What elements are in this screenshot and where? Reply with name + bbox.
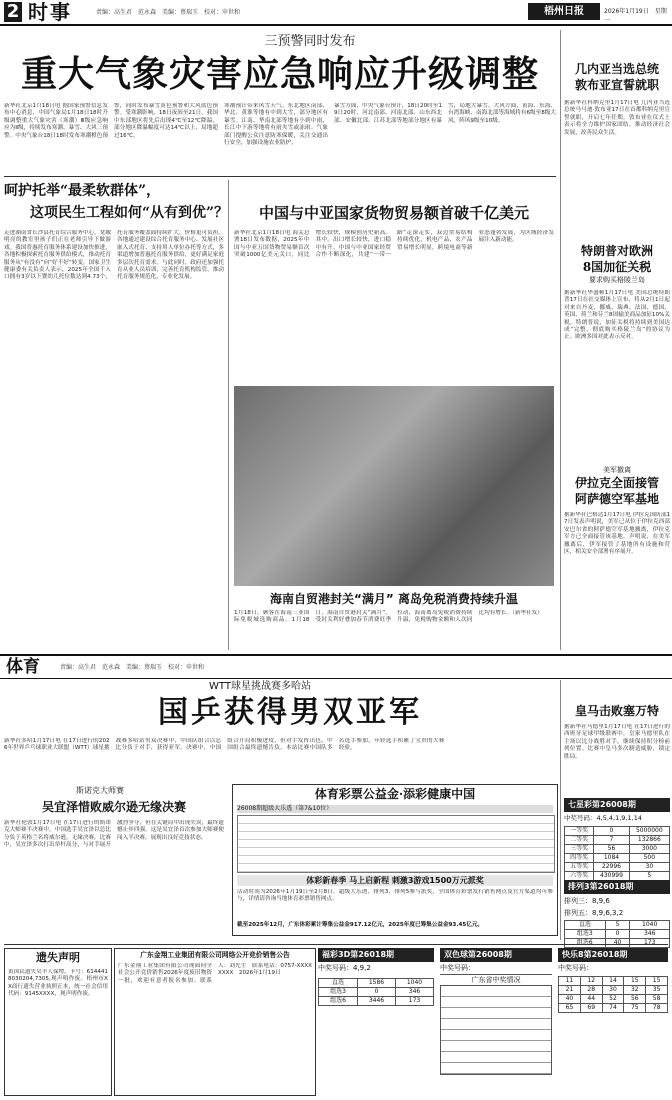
table-cell: 74 xyxy=(602,1004,624,1013)
football-headline: 皇马击败塞万特 xyxy=(574,704,659,718)
table-cell: 75 xyxy=(624,1004,646,1013)
fc3d-numbers: 中奖号码：4,9,2 xyxy=(318,964,371,972)
fc3d-box xyxy=(318,948,434,1094)
table-cell: 28 xyxy=(580,986,602,995)
fc3d-row xyxy=(319,979,434,988)
ssq-numbers: 中奖号码： xyxy=(440,964,475,972)
table-cell: 78 xyxy=(646,1004,668,1013)
divider xyxy=(228,180,229,650)
table-cell: 12 xyxy=(580,977,602,986)
table-cell: 21 xyxy=(559,986,581,995)
table-cell: 132866 xyxy=(629,836,669,845)
photo-body: 1月18日，顾客在海南三亚国际免税城选购商品。1月18日，海南自贸港封关“满月”。受封关利好叠加春节消费旺季拉动，海南离岛免税消费持续升温，免税购物金额和人次同比均有增长。（新华社发） xyxy=(234,610,543,624)
table-cell: 11 xyxy=(559,977,581,986)
photo-caption: 海南自贸港封关“满月” 离岛免税消费持续升温 xyxy=(270,592,518,606)
kl8-numbers: 中奖号码： xyxy=(558,964,593,972)
table-cell: 15 xyxy=(646,977,668,986)
sports-editors: 责编：高生君 范永森 美编：蔡瑞玉 校对：申世和 xyxy=(60,664,205,671)
table-cell: 5 xyxy=(605,921,630,930)
divider xyxy=(560,30,561,650)
lottery-footer: 截至2025年12月，广东体彩累计筹集公益金917.12亿元，2025年度已筹集公益金93.45亿元。 xyxy=(237,922,484,928)
notice-title: 遗失声明 xyxy=(36,951,80,964)
left-body: 走进湖南省长沙县托育综合服务中心，宽敞明亮的教室里孩子们正在老师引导下做游戏。我国普惠托育服务体系建设加快推进，各地积极探索托育服务供给模式，推动托育服务从“有没有”向“好不好”转变。国家卫生健康委有关负责人表示，2025年全国千人口拥有3岁以下婴幼儿托位数达到4.73个，托育服务覆盖面持续扩大，价格更可负担。各地通过建设综合托育服务中心、发展社区嵌入式托育、支持用人单位办托等方式，多渠道增加普惠托育服务供给，更好满足家庭多层次托育需求。与此同时，政府还加强托育从业人员培训，完善托育机构监管，推动托育服务规范化、专业化发展。 xyxy=(4,230,224,281)
table-cell: 15 xyxy=(624,977,646,986)
snooker-body: 新华社伦敦1月17日电 在17日进行的斯诺克大师赛半决赛中，中国选手吴宜泽以总比分负于英格兰名将威尔逊，无缘决赛。比赛中，吴宜泽多次打出单杆高分，与对手展开激烈争夺，但在关键局中出现失误，最终遗憾止步四强。这是吴宜泽首次参加大师赛便闯入半决赛，展现出良好竞技状态。 xyxy=(4,820,224,849)
seven-star-row xyxy=(565,845,670,854)
page-number: 2 xyxy=(4,2,22,22)
right-story1-body: 据新华社科纳克里1月17日电 几内亚当选总统马马迪·敦布亚17日在首都科纳克里宣誓就职，开启七年任期。敦布亚在仪式上表示将全力维护国家团结，推动经济社会发展，改善民众生活。 xyxy=(564,100,670,136)
trade-headline: 中国与中亚国家货物贸易额首破千亿美元 xyxy=(258,204,529,222)
table-cell: 六等奖 xyxy=(565,872,594,881)
table-cell: 1040 xyxy=(396,979,434,988)
table-cell: 7 xyxy=(594,836,629,845)
table-cell: 组选6 xyxy=(565,939,606,948)
divider xyxy=(4,176,556,177)
divider xyxy=(560,680,561,940)
table-cell: 40 xyxy=(559,995,581,1004)
ssq-title: 双色球第26008期 xyxy=(440,948,552,962)
ssq-sub: 广东省中奖情况 xyxy=(440,974,552,985)
table-cell: 30 xyxy=(629,863,669,872)
trade-body: 新华社北京1月18日电 海关总署18日发布数据，2025年中国与中亚五国货物贸易额首次突破1000亿美元关口，同比增长较快，规模创历史新高。其中，出口增长较快，进口稳中有升。中国与中亚国家经贸合作不断深化，共建“一带一路”走深走实，双边贸易结构持续优化，机电产品、农产品贸易增长明显，跨境电商等新业态蓬勃发展，为区域经济发展注入新动能。 xyxy=(234,230,554,259)
ssq-box xyxy=(440,948,552,1094)
kl8-row xyxy=(559,1004,668,1013)
table-cell: 一等奖 xyxy=(565,827,594,836)
table-cell: 430999 xyxy=(594,872,629,881)
lottery-block xyxy=(232,784,558,936)
football-body: 据新华社马德里1月17日电 在17日进行的西班牙足球甲级联赛中，皇家马德里队在主场以比分战胜对手，继续保持积分榜前列位置。比赛中皇马多次制造威胁，锁定胜局。 xyxy=(564,724,670,760)
table-cell: 44 xyxy=(580,995,602,1004)
pl3-numbers: 排列三：8,9,6 xyxy=(564,897,610,905)
left-title-2: 这项民生工程如何“从有到优”？ xyxy=(30,205,229,221)
right-story3-title1: 伊拉克全面接管 xyxy=(574,476,659,490)
pingpong-body: 新华社多哈1月17日电 在17日进行的2026年世界乒乓球职业大联盟（WTT）球星挑战赛多哈站男双决赛中，中国队组合以总比分负于对手，获得亚军。决赛中，中国组合开局积极进攻，但对手发挥出色，中国组合最终遗憾告负。本站比赛中国队多名选手参加，年轻选手积累了宝贵的大赛经验。 xyxy=(4,738,445,752)
kl8-row xyxy=(559,995,668,1004)
pl5-row xyxy=(565,939,670,948)
right-story3-kicker: 美军撤离 xyxy=(603,466,631,474)
lead-body-3: 暴雪方面，中央气象台预计，18日20时至19日20时，河北南部、河南北部、山东西北部、安徽北部、江苏北部等地部分地区有暴雪，局地大暴雪。大风方面，黄海、东海、台湾海峡、南海北部等海域将有6级至8级大风，阵风9级至10级。 xyxy=(334,103,556,124)
lottery-subtitle: 26008期超级大乐透（第7&10位） xyxy=(237,805,553,813)
tender-title: 广东金翔工业集团有限公司网络公开竞价销售公告 xyxy=(140,951,290,959)
pingpong-kicker: WTT球星挑战赛多哈站 xyxy=(209,681,311,692)
table-cell: 直选 xyxy=(565,921,606,930)
pl3-title: 排列3第26018期 xyxy=(564,880,670,894)
table-cell: 346 xyxy=(396,988,434,997)
snooker-kicker: 斯诺克大师赛 xyxy=(76,786,124,795)
tender-body: 广东金翔工业集团有限公司现面向全社会公开竞价销售2026年度废旧物资一批，欢迎有意者报名参加。联系人：刘先生 联系电话：0757-XXXXXXXX 2026年1月19日 xyxy=(118,963,312,984)
table-cell: 五等奖 xyxy=(565,863,594,872)
seven-star-title: 七星彩第26008期 xyxy=(564,798,670,812)
fc3d-table xyxy=(318,978,434,1006)
seven-star-table xyxy=(564,826,670,881)
table-cell: 173 xyxy=(630,939,670,948)
right-story2-title1: 特朗普对欧洲 xyxy=(580,244,653,258)
table-cell: 组选6 xyxy=(319,997,358,1006)
pl5-row xyxy=(565,930,670,939)
right-story2-sub: 要求购买格陵兰岛 xyxy=(589,276,645,284)
lottery-body: 活动时间为2026年1月19日至2月8日。超级大乐透、排列3、排列5参与派奖，全国体育彩票发行销售网点及官方渠道均可参与，详情请咨询当地体育彩票销售网点。 xyxy=(237,889,553,903)
table-cell: 52 xyxy=(602,995,624,1004)
table-cell: 1084 xyxy=(594,854,629,863)
table-cell: 500 xyxy=(629,854,669,863)
notice-box xyxy=(4,948,112,1096)
lead-body-2: 寒潮预计带来风雪天气。东北地区南部、华北、黄淮等地有中到大雪，部分地区有暴雪。江南、华南北部等地有小到中雨，长江中下游等地将有雨夹雪或冻雨。气象部门提醒公众注意防寒保暖，关注交通出行安全，加强设施农业防护。 xyxy=(224,103,328,147)
table-cell: 组选3 xyxy=(319,988,358,997)
table-cell: 0 xyxy=(605,930,630,939)
kl8-title: 快乐8第26018期 xyxy=(558,948,668,962)
ssq-table xyxy=(440,985,552,1075)
seven-star-row xyxy=(565,854,670,863)
table-cell: 56 xyxy=(594,845,629,854)
seven-star-row xyxy=(565,836,670,845)
page-header xyxy=(0,0,672,26)
table-cell: 5 xyxy=(629,872,669,881)
table-cell: 3446 xyxy=(358,997,396,1006)
table-cell: 1586 xyxy=(358,979,396,988)
table-cell: 0 xyxy=(358,988,396,997)
lead-body-1: 新华社北京1月18日电 据国家预警信息发布中心消息，中国气象局1月18日18时升级调整重大气象灾害（寒潮）Ⅲ级应急响应为Ⅱ级，持续发布寒潮、暴雪、大风三预警。中央气象台18日18时发布寒潮橙色预警，同时发布暴雪黄色预警和大风蓝色预警。受寒潮影响，18日夜间至21日，我国中东部地区将先后出现4℃至12℃降温，部分地区降温幅度可达14℃以上，局地超过16℃。 xyxy=(4,103,218,139)
newspaper-logo xyxy=(528,3,600,20)
right-story1-title1: 几内亚当选总统 xyxy=(574,62,659,76)
table-cell: 35 xyxy=(646,986,668,995)
lead-headline: 重大气象灾害应急响应升级调整 xyxy=(20,53,539,95)
notice-body: 黄国民遗失吴羊人保增，卡号：6144418030204,7305,现声明作废。梧州市XX商行遗失营业执照正本，统一社会信用代码：9145XXXX，现声明作废。 xyxy=(8,969,108,998)
table-cell: 1040 xyxy=(630,921,670,930)
kl8-box xyxy=(558,948,668,1094)
table-cell: 直选 xyxy=(319,979,358,988)
lead-kicker: 三预警同时发布 xyxy=(264,34,356,49)
fc3d-row xyxy=(319,997,434,1006)
table-cell: 65 xyxy=(559,1004,581,1013)
right-story2-body: 据新华社华盛顿1月17日电 美国总统特朗普17日在社交媒体上宣布，将从2月1日起对来自丹麦、挪威、瑞典、法国、德国、英国、荷兰和芬兰8国输美商品加征10%关税。特朗普说，加征关税将持续到美国达成“完整、彻底购买格陵兰岛”的协议为止。欧洲多国对此表示反对。 xyxy=(564,290,670,341)
lottery-table xyxy=(237,815,555,873)
seven-star-numbers: 中奖号码：4,5,4,1,9,1,14 xyxy=(564,814,642,822)
table-cell: 69 xyxy=(580,1004,602,1013)
section-title: 时事 xyxy=(28,0,72,24)
kl8-row xyxy=(559,977,668,986)
snooker-headline: 吴宜泽惜败威尔逊无缘决赛 xyxy=(41,800,186,814)
pl5-row xyxy=(565,921,670,930)
right-story3-body: 据新华社巴格达1月17日电 伊拉克国防部17日发表声明说，美军已从位于伊拉克西部安巴尔省的阿萨德空军基地撤离，伊拉克军方已全面接管该基地。声明说，在美军撤离后，伊军接管了基地所有设施和营区，相关安全部署有序展开。 xyxy=(564,512,670,556)
table-cell: 二等奖 xyxy=(565,836,594,845)
news-photo xyxy=(234,386,554,586)
divider xyxy=(4,944,668,945)
left-title-1: 呵护托举“最柔软群体”， xyxy=(4,183,161,199)
lottery-sub2: 体彩新春季 马上启新程 刺激3游戏1500万元派奖 xyxy=(237,875,553,886)
table-cell: 0 xyxy=(594,827,629,836)
pingpong-headline: 国乒获得男双亚军 xyxy=(158,695,422,730)
right-story3-title2: 阿萨德空军基地 xyxy=(574,492,659,506)
table-cell: 3000 xyxy=(629,845,669,854)
lottery-title: 体育彩票公益金·添彩健康中国 xyxy=(314,787,476,801)
table-cell: 22996 xyxy=(594,863,629,872)
pl5-numbers: 排列五：8,9,6,3,2 xyxy=(564,909,624,917)
right-story2-title2: 8国加征关税 xyxy=(582,260,652,274)
table-cell: 三等奖 xyxy=(565,845,594,854)
logo-text: 梧州日报 xyxy=(544,6,584,17)
kl8-grid xyxy=(558,976,668,1013)
tender-box xyxy=(114,948,316,1096)
table-cell: 四等奖 xyxy=(565,854,594,863)
table-cell: 40 xyxy=(605,939,630,948)
table-cell: 组选3 xyxy=(565,930,606,939)
table-cell: 32 xyxy=(624,986,646,995)
issue-date: 2026年1月19日 星期一 xyxy=(604,8,667,24)
table-cell: 14 xyxy=(602,977,624,986)
table-cell: 56 xyxy=(624,995,646,1004)
table-cell: 30 xyxy=(602,986,624,995)
kl8-row xyxy=(559,986,668,995)
table-cell: 58 xyxy=(646,995,668,1004)
seven-star-row xyxy=(565,863,670,872)
seven-star-row xyxy=(565,827,670,836)
table-cell: 5000000 xyxy=(629,827,669,836)
fc3d-title: 福彩3D第26018期 xyxy=(318,948,434,962)
table-cell: 173 xyxy=(396,997,434,1006)
fc3d-row xyxy=(319,988,434,997)
editors-line: 责编：高生君 范永森 美编：蔡瑞玉 校对：申世和 xyxy=(96,9,241,16)
right-story1-title2: 敦布亚宣誓就职 xyxy=(574,78,659,92)
sports-header xyxy=(0,654,672,679)
sports-section-title: 体育 xyxy=(6,657,40,677)
table-cell: 346 xyxy=(630,930,670,939)
